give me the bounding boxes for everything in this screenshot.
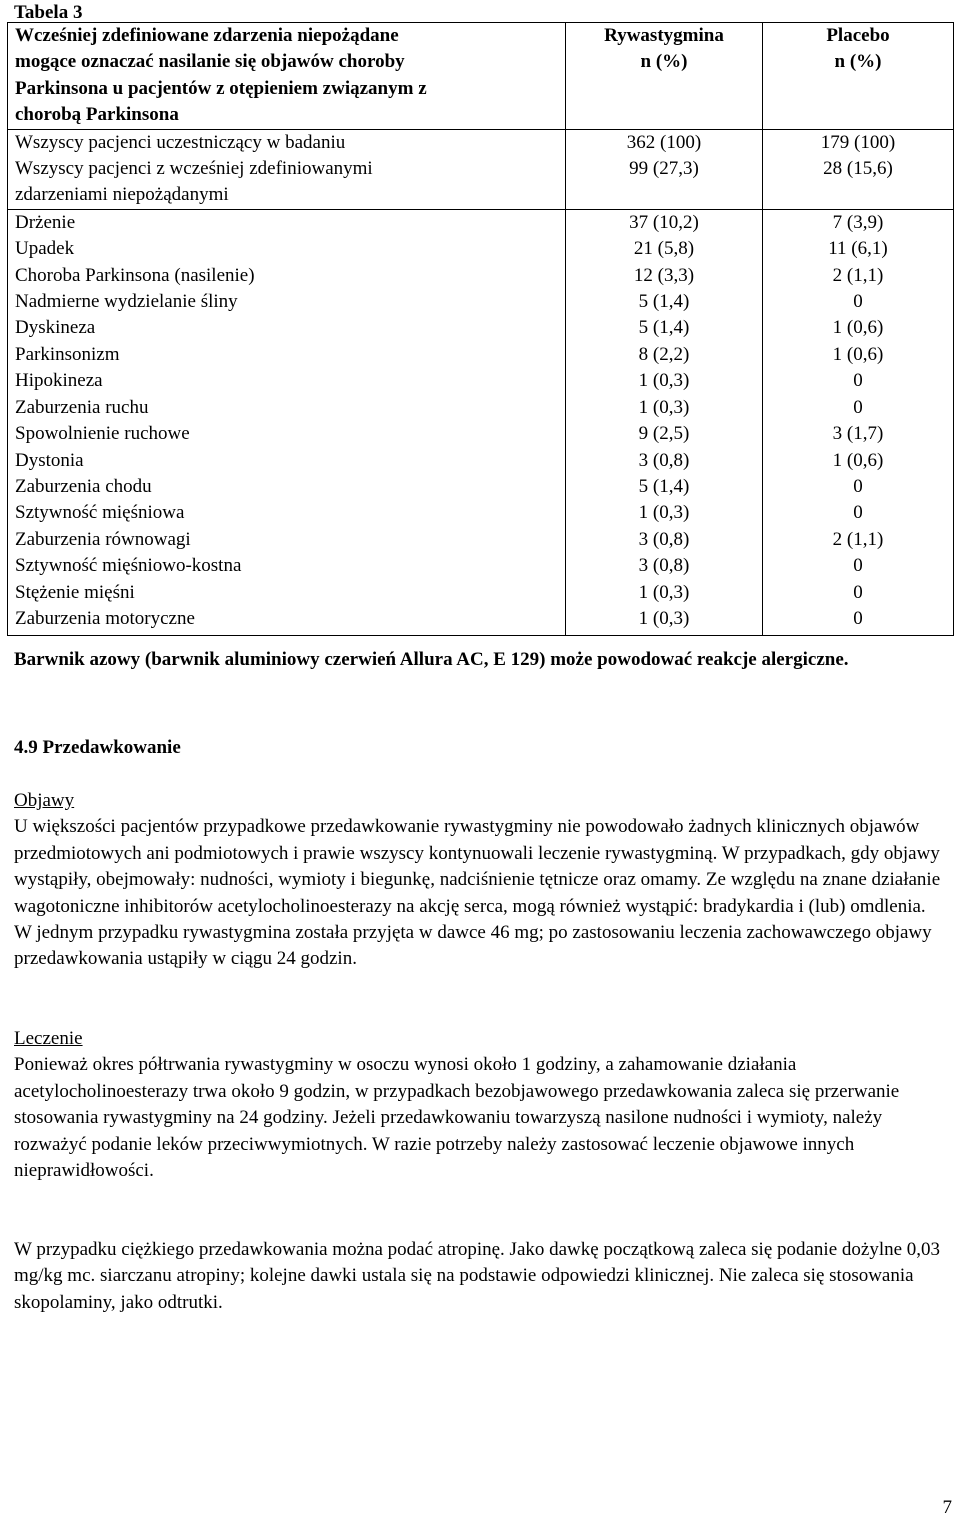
event-placebo-value: 1 (0,6) <box>832 317 884 339</box>
event-riva-value: 12 (3,3) <box>633 264 695 286</box>
header-events-line: Wcześniej zdefiniowane zdarzenia niepożądane <box>15 25 399 46</box>
event-labels <box>8 209 566 635</box>
event-label: Upadek <box>15 238 75 260</box>
event-placebo-value: 0 <box>853 581 863 603</box>
event-label: Drżenie <box>15 211 76 233</box>
table-title: Tabela 3 <box>14 2 83 23</box>
summary-labels <box>8 129 566 209</box>
event-label: Zaburzenia ruchu <box>15 396 149 418</box>
summary-riva-values <box>566 129 763 209</box>
event-placebo-value: 0 <box>853 396 863 418</box>
header-placebo <box>763 23 954 130</box>
symptoms-block <box>14 788 944 973</box>
summary-placebo-value: 179 (100) <box>820 131 896 153</box>
summary-riva-value: 99 (27,3) <box>629 158 699 180</box>
event-placebo-value: 2 (1,1) <box>832 528 884 550</box>
event-riva-values <box>566 209 763 635</box>
event-placebo-value: 1 (0,6) <box>832 449 884 471</box>
summary-row-group <box>8 129 954 209</box>
header-rivastigmine <box>566 23 763 130</box>
event-placebo-value: 3 (1,7) <box>832 423 884 445</box>
header-riva-line: n (%) <box>640 51 688 73</box>
event-placebo-value: 11 (6,1) <box>828 238 888 260</box>
event-label: Dystonia <box>15 449 84 471</box>
event-label: Spowolnienie ruchowe <box>15 423 190 445</box>
summary-placebo-values <box>763 129 954 209</box>
symptoms-heading: Objawy <box>14 790 75 811</box>
event-label: Stężenie mięśni <box>15 581 135 603</box>
summary-riva-value: 362 (100) <box>626 131 702 153</box>
treatment-heading: Leczenie <box>14 1028 83 1049</box>
page-number: 7 <box>942 1497 952 1518</box>
event-label: Dyskineza <box>15 317 96 339</box>
event-riva-value: 37 (10,2) <box>629 211 699 233</box>
event-placebo-value: 0 <box>853 291 863 313</box>
treatment-text: Ponieważ okres półtrwania rywastygminy w osoczu wynosi około 1 godziny, a zahamowanie działania acetylocholinoesterazy trwa około 9 godzin, w przypadkach bezobjawowego przedawkowania zaleca się przerwanie stosowania rywastygminy na 24 godziny. Jeżeli przedawkowaniu towarzyszą nasilone nudności i wymioty, należy rozważyć podanie leków przeciwwymiotnych. W razie potrzeby należy zastosować leczenie objawowe innych nieprawidłowości. <box>14 1054 900 1182</box>
event-label: Zaburzenia równowagi <box>15 528 191 550</box>
summary-placebo-value: 28 (15,6) <box>823 158 893 180</box>
header-events <box>8 23 566 130</box>
event-riva-value: 1 (0,3) <box>638 396 690 418</box>
summary-label: zdarzeniami niepożądanymi <box>15 184 229 206</box>
event-label: Choroba Parkinsona (nasilenie) <box>15 264 255 286</box>
header-events-line: mogące oznaczać nasilanie się objawów choroby <box>15 51 405 73</box>
header-events-line: chorobą Parkinsona <box>15 104 179 126</box>
event-label: Parkinsonizm <box>15 343 120 365</box>
summary-label: Wszyscy pacjenci uczestniczący w badaniu <box>15 131 346 153</box>
section-heading: 4.9 Przedawkowanie <box>14 737 181 758</box>
summary-label: Wszyscy pacjenci z wcześniej zdefiniowanymi <box>15 158 373 180</box>
event-label: Hipokineza <box>15 370 103 392</box>
header-placebo-line: n (%) <box>834 51 882 73</box>
treatment-block <box>14 1026 944 1184</box>
event-riva-value: 5 (1,4) <box>638 475 690 497</box>
event-riva-value: 9 (2,5) <box>638 423 690 445</box>
event-riva-value: 3 (0,8) <box>638 528 690 550</box>
event-riva-value: 5 (1,4) <box>638 317 690 339</box>
adverse-events-table <box>7 22 954 636</box>
event-label: Zaburzenia motoryczne <box>15 607 195 629</box>
event-placebo-value: 1 (0,6) <box>832 343 884 365</box>
event-placebo-value: 0 <box>853 475 863 497</box>
event-label: Nadmierne wydzielanie śliny <box>15 291 238 313</box>
event-riva-value: 1 (0,3) <box>638 581 690 603</box>
event-riva-value: 3 (0,8) <box>638 555 690 577</box>
event-placebo-values <box>763 209 954 635</box>
event-riva-value: 1 (0,3) <box>638 607 690 629</box>
header-placebo-line: Placebo <box>826 25 890 46</box>
header-events-line: Parkinsona u pacjentów z otępieniem związanym z <box>15 77 427 99</box>
atropine-paragraph: W przypadku ciężkiego przedawkowania można podać atropinę. Jako dawkę początkową zaleca się podanie dożylne 0,03 mg/kg mc. siarczanu atropiny; kolejne dawki ustala się na podstawie odpowiedzi klinicznej. Nie zaleca się stosowania skopolaminy, jako odtrutki. <box>14 1239 941 1313</box>
event-label: Sztywność mięśniowo-kostna <box>15 555 242 577</box>
event-label: Sztywność mięśniowa <box>15 502 185 524</box>
event-placebo-value: 0 <box>853 555 863 577</box>
event-riva-value: 8 (2,2) <box>638 343 690 365</box>
dye-warning: Barwnik azowy (barwnik aluminiowy czerwień Allura AC, E 129) może powodować reakcje alergiczne. <box>14 649 849 670</box>
event-riva-value: 21 (5,8) <box>633 238 695 260</box>
event-riva-value: 3 (0,8) <box>638 449 690 471</box>
event-label: Zaburzenia chodu <box>15 475 152 497</box>
event-placebo-value: 2 (1,1) <box>832 264 884 286</box>
event-placebo-value: 0 <box>853 607 863 629</box>
event-riva-value: 1 (0,3) <box>638 502 690 524</box>
event-placebo-value: 0 <box>853 502 863 524</box>
event-placebo-value: 0 <box>853 370 863 392</box>
event-riva-value: 5 (1,4) <box>638 291 690 313</box>
header-riva-line: Rywastygmina <box>604 25 724 46</box>
event-placebo-value: 7 (3,9) <box>832 211 884 233</box>
events-row-group <box>8 209 954 635</box>
event-riva-value: 1 (0,3) <box>638 370 690 392</box>
symptoms-text: U większości pacjentów przypadkowe przedawkowanie rywastygminy nie powodowało żadnych klinicznych objawów przedmiotowych ani podmiotowych i prawie wszyscy kontynuowali leczenie rywastygminą. W przypadkach, gdy objawy wystąpiły, obejmowały: nudności, wymioty i biegunkę, nadciśnienie tętnicze oraz omamy. Ze względu na znane działanie wagotoniczne inhibitorów acetylocholinoesterazy na akcję serca, mogą również wystąpić: bradykardia i (lub) omdlenia. W jednym przypadku rywastygmina została przyjęta w dawce 46 mg; po zastosowaniu leczenia zachowawczego objawy przedawkowania ustąpiły w ciągu 24 godzin. <box>14 816 941 970</box>
table-header-row <box>8 23 954 130</box>
